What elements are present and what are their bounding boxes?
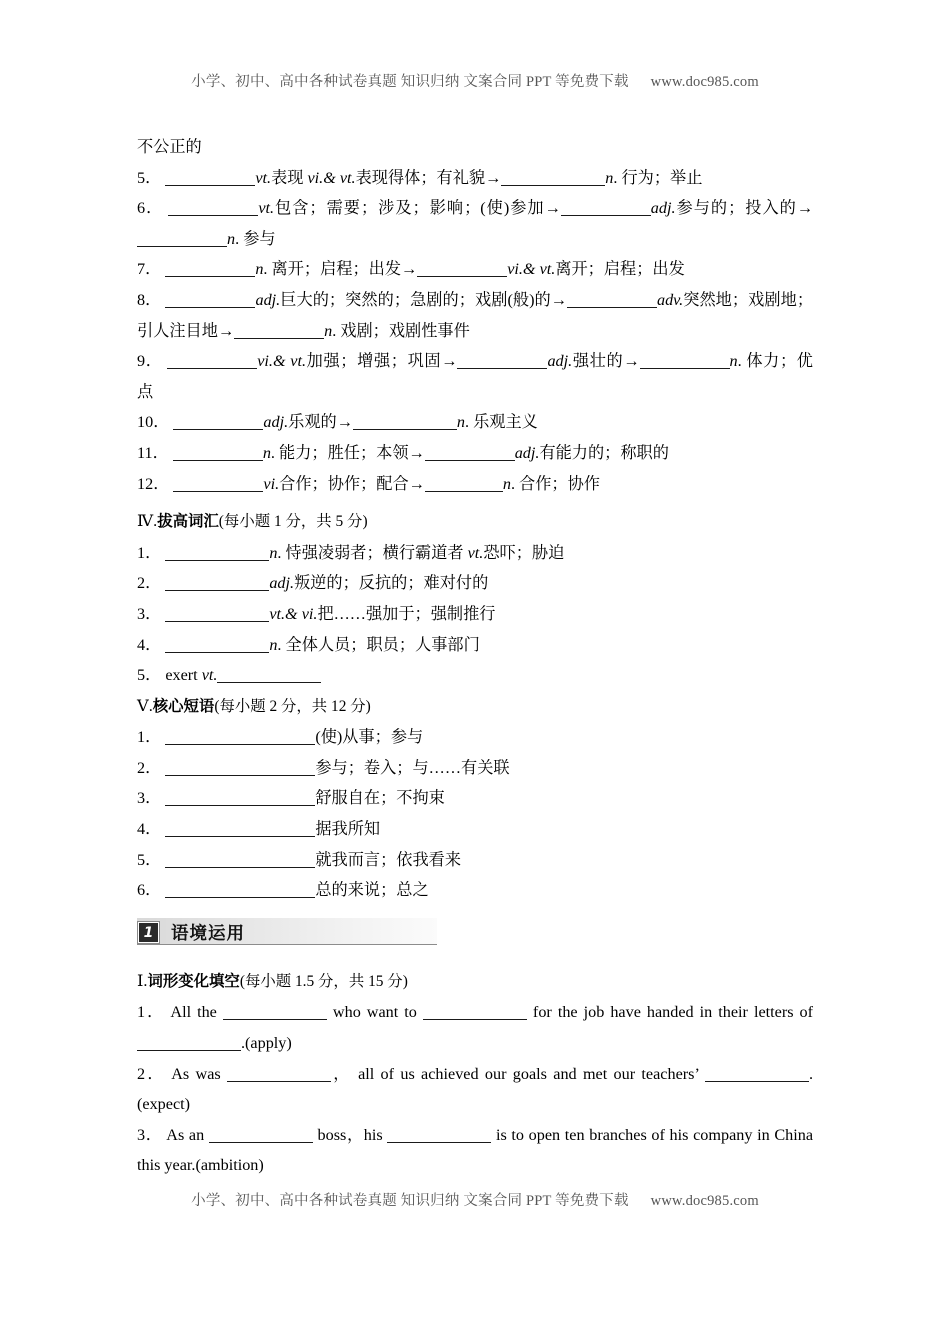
definition-text: 舒服自在；不拘束 [315, 789, 445, 808]
item-number: 9． [137, 352, 163, 371]
derivation-arrow-icon: → [441, 352, 458, 371]
sentence-text: As was [171, 1064, 228, 1083]
definition-text: . 合作；协作 [510, 474, 600, 493]
pos-abbrev: n [605, 168, 614, 187]
definition-text: 恐吓；胁迫 [483, 543, 565, 562]
pos-abbrev: adj. [650, 199, 676, 218]
definition-text: 叛逆的；反抗的；难对付的 [294, 574, 489, 593]
pos-abbrev: adj. [269, 574, 295, 593]
definition-text: . 离开；启程；出发 [263, 260, 402, 279]
item-number: 11． [137, 443, 169, 462]
advanced-vocab-item [137, 599, 813, 630]
section-title: 词形变化填空 [147, 971, 240, 990]
sentence-text: .(apply) [241, 1034, 292, 1053]
definition-text: . 行为；举止 [613, 168, 703, 187]
answer-blank[interactable] [457, 355, 547, 369]
answer-blank[interactable] [234, 325, 324, 339]
pos-abbrev: vt. [467, 543, 484, 562]
answer-blank[interactable] [165, 792, 315, 806]
derivation-item [137, 193, 813, 254]
section-roman-numeral: Ⅳ [137, 512, 154, 531]
answer-blank[interactable] [567, 294, 657, 308]
answer-blank[interactable] [223, 1006, 327, 1020]
pos-abbrev: adj. [255, 290, 281, 309]
answer-blank[interactable] [425, 447, 515, 461]
derivation-item [137, 469, 813, 500]
answer-blank[interactable] [165, 547, 269, 561]
definition-text: 表现得体；有礼貌 [355, 168, 486, 187]
pos-abbrev: vi.& vt. [307, 168, 356, 187]
item-number: 3． [137, 789, 162, 808]
derivation-item [137, 163, 813, 194]
sentence-text: .(expect) [137, 1064, 813, 1114]
item-number: 2． [137, 574, 162, 593]
answer-blank[interactable] [417, 263, 507, 277]
definition-text: 巨大的；突然的；急剧的；戏剧(般)的 [280, 290, 551, 309]
definition-text: (使)从事；参与 [315, 728, 424, 747]
answer-blank[interactable] [137, 1037, 241, 1051]
core-phrase-item [137, 722, 813, 753]
running-footer-url: www.doc985.com [650, 1193, 759, 1209]
derivation-arrow-icon: → [550, 290, 567, 309]
answer-blank[interactable] [165, 172, 255, 186]
answer-blank[interactable] [209, 1129, 313, 1143]
definition-text: 参与；卷入；与……有关联 [315, 758, 510, 777]
core-phrase-item [137, 814, 813, 845]
section-title: 核心短语 [152, 696, 215, 715]
running-header-text: 小学、初中、高中各种试卷真题 知识归纳 文案合同 PPT 等免费下载 [191, 74, 629, 90]
section-score-note: (每小题 1.5 分，共 15 分) [239, 972, 408, 990]
pos-abbrev: n [255, 260, 264, 279]
section-band-context-usage [137, 918, 437, 948]
sentence-text: his [363, 1125, 388, 1144]
answer-blank[interactable] [165, 608, 269, 622]
pos-abbrev: vi.& vt. [507, 260, 556, 279]
item-number: 5． [137, 168, 162, 187]
item-number: 1． [137, 543, 162, 562]
definition-text: 有能力的；称职的 [539, 443, 669, 462]
advanced-vocab-list [137, 538, 813, 691]
answer-blank[interactable] [217, 669, 321, 683]
answer-blank[interactable] [165, 762, 315, 776]
item-number: 4． [137, 635, 162, 654]
answer-blank[interactable] [561, 202, 651, 216]
pos-abbrev: vt.& vi. [269, 604, 318, 623]
advanced-vocab-item [137, 538, 813, 569]
sentence-text: who want to [326, 1003, 423, 1022]
definition-text: 强壮的 [572, 352, 624, 371]
derivation-arrow-icon: → [623, 352, 640, 371]
advanced-vocab-item [137, 630, 813, 661]
derivation-item [137, 407, 813, 438]
running-footer [0, 1189, 950, 1210]
answer-blank[interactable] [168, 202, 258, 216]
answer-blank[interactable] [387, 1129, 491, 1143]
definition-text: . 参与 [235, 229, 276, 248]
derivation-arrow-icon: → [796, 199, 814, 218]
pos-abbrev: adj. [514, 443, 540, 462]
derivation-item [137, 438, 813, 469]
derivation-arrow-icon: → [336, 413, 353, 432]
answer-blank[interactable] [173, 447, 263, 461]
sentence-text: boss [312, 1125, 347, 1144]
item-number: 5． [137, 666, 162, 685]
item-number: 1． [137, 728, 162, 747]
sentence-text: for the job have handed in their letters of [526, 1003, 814, 1022]
word-form-item [137, 1059, 813, 1120]
running-footer-text: 小学、初中、高中各种试卷真题 知识归纳 文案合同 PPT 等免费下载 [191, 1193, 629, 1209]
item-number: 10． [137, 413, 170, 432]
answer-blank[interactable] [165, 639, 269, 653]
answer-blank[interactable] [165, 294, 255, 308]
answer-blank[interactable] [425, 478, 503, 492]
core-phrase-item [137, 783, 813, 814]
section-score-note: (每小题 1 分，共 5 分) [218, 513, 368, 531]
item-number: 6． [137, 199, 164, 218]
section-heading-advanced-vocab [137, 506, 813, 538]
word-form-list [137, 997, 813, 1181]
pos-abbrev: adj. [547, 352, 573, 371]
item-number: 12． [137, 474, 170, 493]
pos-abbrev: n [269, 543, 278, 562]
answer-blank[interactable] [423, 1006, 527, 1020]
word-form-item [137, 1120, 813, 1181]
section-heading-word-form [137, 966, 813, 998]
item-number: 6． [137, 881, 162, 900]
section-heading-core-phrases [137, 691, 813, 723]
sentence-text: is to open ten branches of his company in China this year.(ambition) [137, 1125, 814, 1175]
core-phrase-item [137, 753, 813, 784]
pos-abbrev: vi.& vt. [257, 352, 306, 371]
section-title: 拔高词汇 [157, 512, 219, 531]
answer-blank[interactable] [165, 577, 269, 591]
sentence-text: all of us achieved our goals and met our teachers’ [351, 1064, 705, 1083]
band-title: 语境运用 [171, 924, 245, 945]
derivation-item [137, 254, 813, 285]
page-body [137, 0, 813, 1181]
running-header-url: www.doc985.com [650, 74, 759, 90]
pos-abbrev: vt. [258, 199, 275, 218]
answer-blank[interactable] [165, 263, 255, 277]
definition-text: 乐观的 [288, 413, 337, 432]
pos-abbrev: n [456, 413, 465, 432]
item-number: 8． [137, 290, 162, 309]
pos-abbrev: vt. [255, 168, 272, 187]
definition-text: ， [331, 1064, 352, 1083]
advanced-vocab-item [137, 568, 813, 599]
core-phrases-list [137, 722, 813, 906]
answer-blank[interactable] [353, 416, 457, 430]
answer-blank[interactable] [640, 355, 730, 369]
pos-abbrev: adv. [656, 290, 684, 309]
answer-blank[interactable] [165, 854, 315, 868]
answer-blank[interactable] [173, 416, 263, 430]
pos-abbrev: n [729, 352, 738, 371]
pos-abbrev: n [502, 474, 511, 493]
section-dot: . [148, 696, 153, 715]
word-form-item [137, 997, 813, 1058]
sentence-text: As an [166, 1125, 209, 1144]
section-dot: . [153, 512, 158, 531]
definition-text: 参与的；投入的 [675, 199, 797, 218]
pos-abbrev: vi. [263, 474, 280, 493]
definition-text: 包含；需要；涉及；影响；(使)参加 [274, 199, 545, 218]
item-number: 2． [137, 758, 162, 777]
answer-blank[interactable] [173, 478, 263, 492]
definition-text: . 戏剧；戏剧性事件 [332, 321, 470, 340]
answer-blank[interactable] [501, 172, 605, 186]
definition-text: 表现 [271, 168, 304, 187]
item-number: 3． [137, 604, 162, 623]
definition-text: 据我所知 [315, 820, 381, 839]
pos-abbrev: vt. [201, 666, 218, 685]
definition-text: . 能力；胜任；本领 [270, 443, 409, 462]
definition-text: . 体力；优点 [137, 352, 813, 401]
item-number: 5． [137, 850, 162, 869]
definition-text: 离开；启程；出发 [555, 260, 685, 279]
pos-abbrev: adj. [263, 413, 289, 432]
section-roman-numeral: Ⅰ [137, 971, 144, 990]
definition-text: . 全体人员；职员；人事部门 [277, 635, 480, 654]
item-number: 2． [137, 1064, 166, 1083]
derivation-arrow-icon: → [408, 443, 425, 462]
answer-blank[interactable] [705, 1068, 809, 1082]
derivation-arrow-icon: → [408, 474, 425, 493]
derivation-item [137, 346, 813, 407]
definition-text: 加强；增强；巩固 [306, 352, 442, 371]
sentence-text: All the [170, 1003, 223, 1022]
definition-text: . 恃强凌弱者；横行霸道者 [277, 543, 464, 562]
derivation-arrow-icon: → [217, 321, 235, 340]
section-roman-numeral: Ⅴ [137, 696, 149, 715]
definition-text: 把……强加于；强制推行 [317, 604, 496, 623]
pos-abbrev: n [227, 229, 236, 248]
definition-text: exert [165, 666, 202, 685]
derivation-arrow-icon: → [485, 168, 502, 187]
advanced-vocab-item [137, 660, 813, 691]
derivation-arrow-icon: → [544, 199, 561, 218]
core-phrase-item [137, 875, 813, 906]
definition-text: 总的来说；总之 [315, 881, 429, 900]
answer-blank[interactable] [227, 1068, 331, 1082]
pos-abbrev: n [262, 443, 271, 462]
derivation-list [137, 163, 813, 500]
definition-text: ， [346, 1125, 364, 1144]
core-phrase-item [137, 845, 813, 876]
derivation-arrow-icon: → [401, 260, 418, 279]
item-number: 1． [137, 1003, 166, 1022]
derivation-item [137, 285, 813, 346]
pos-abbrev: n [324, 321, 333, 340]
section-dot: . [143, 971, 148, 990]
definition-text: 就我而言；依我看来 [315, 850, 462, 869]
answer-blank[interactable] [165, 823, 315, 837]
item-number: 7． [137, 260, 162, 279]
band-number-badge: 1 [138, 922, 159, 943]
item-number: 4． [137, 820, 162, 839]
definition-text: . 乐观主义 [465, 413, 538, 432]
answer-blank[interactable] [165, 731, 315, 745]
item-number: 3． [137, 1125, 163, 1144]
continuation-line: 不公正的 [137, 138, 202, 156]
definition-text: 合作；协作；配合 [279, 474, 409, 493]
answer-blank[interactable] [137, 233, 227, 247]
section-score-note: (每小题 2 分，共 12 分) [214, 697, 371, 715]
pos-abbrev: n [269, 635, 278, 654]
answer-blank[interactable] [167, 355, 257, 369]
answer-blank[interactable] [165, 884, 315, 898]
definition-text: 突然地；戏剧地；引人注目地 [137, 290, 814, 340]
